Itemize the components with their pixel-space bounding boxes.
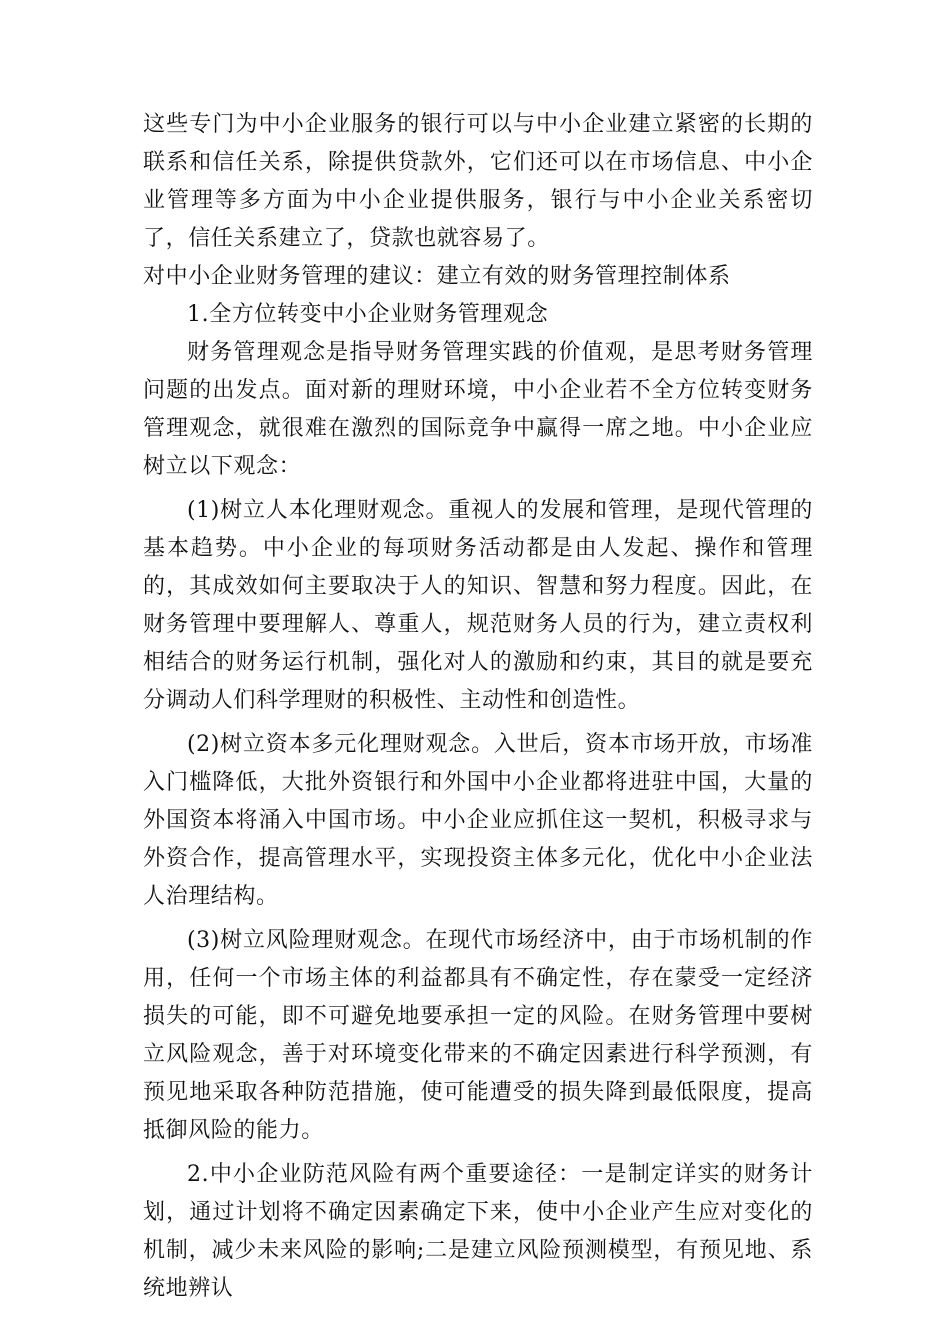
section-heading-suggestions: 对中小企业财务管理的建议：建立有效的财务管理控制体系 (143, 264, 731, 289)
paragraph-capital-diversification: (2)树立资本多元化理财观念。入世后，资本市场开放，市场准入门槛降低，大批外资银行和外国中小企业都将进驻中国，大量的外国资本将涌入中国市场。中小企业应抓住这一契机，积极寻求与外资合作，提高管理水平，实现投资主体多元化，优化中小企业法人治理结构。 (143, 732, 813, 909)
paragraph-financial-concepts: 财务管理观念是指导财务管理实践的价值观，是思考财务管理问题的出发点。面对新的理财环境，中小企业若不全方位转变财务管理观念，就很难在激烈的国际竞争中赢得一席之地。中小企业应树立以下观念： (143, 340, 813, 479)
paragraph-risk-prevention: 2.中小企业防范风险有两个重要途径：一是制定详实的财务计划，通过计划将不确定因素确定下来，使中小企业产生应对变化的机制，减少未来风险的影响;二是建立风险预测模型，有预见地、系统地辨认 (143, 1162, 813, 1301)
paragraph-people-oriented: (1)树立人本化理财观念。重视人的发展和管理，是现代管理的基本趋势。中小企业的每项财务活动都是由人发起、操作和管理的，其成效如何主要取决于人的知识、智慧和努力程度。因此，在财务管理中要理解人、尊重人，规范财务人员的行为，建立责权利相结合的财务运行机制，强化对人的激励和约束，其目的就是要充分调动人们科学理财的积极性、主动性和创造性。 (143, 498, 813, 713)
subheading-change-concepts: 1.全方位转变中小企业财务管理观念 (187, 302, 549, 327)
paragraph-bank-relationship: 这些专门为中小企业服务的银行可以与中小企业建立紧密的长期的联系和信任关系，除提供贷款外，它们还可以在市场信息、中小企业管理等多方面为中小企业提供服务，银行与中小企业关系密切了，信任关系建立了，贷款也就容易了。 (143, 112, 813, 251)
document-body (143, 106, 813, 1308)
paragraph-risk-concept: (3)树立风险理财观念。在现代市场经济中，由于市场机制的作用，任何一个市场主体的利益都具有不确定性，存在蒙受一定经济损失的可能，即不可避免地要承担一定的风险。在财务管理中要树立风险观念，善于对环境变化带来的不确定因素进行科学预测，有预见地采取各种防范措施，使可能遭受的损失降到最低限度，提高抵御风险的能力。 (143, 928, 813, 1143)
